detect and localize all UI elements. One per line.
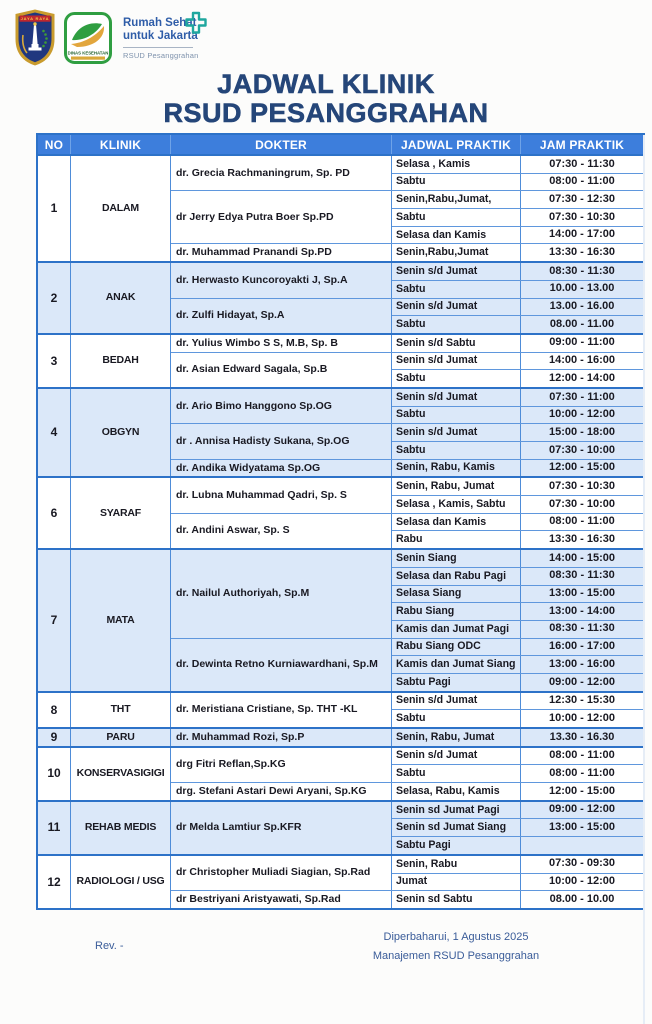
schedule-row [37,855,644,873]
practice-hours: 13:00 - 15:00 [521,585,645,603]
doctor-name: dr. Andika Widyatama Sp.OG [171,459,392,477]
practice-hours: 13:30 - 16:30 [521,531,645,549]
clinic-schedule-table [36,133,645,910]
practice-hours: 08:00 - 11:00 [521,747,645,765]
column-header-jadwal-praktik: JADWAL PRAKTIK [392,134,521,155]
practice-hours: 13:00 - 14:00 [521,603,645,621]
schedule-row [37,747,644,765]
practice-days: Selasa , Kamis, Sabtu [392,496,521,514]
table-header-row [37,134,644,155]
clinic-name: RADIOLOGI / USG [71,855,171,909]
practice-days: Selasa Siang [392,585,521,603]
clinic-number: 4 [37,388,71,477]
practice-days: Senin,Rabu,Jumat, [392,191,521,209]
practice-days: Sabtu Pagi [392,837,521,855]
page-title-line-1: JADWAL KLINIK [217,69,435,99]
practice-days: Senin, Rabu, Jumat [392,477,521,495]
practice-hours: 09:00 - 12:00 [521,673,645,691]
practice-days: Senin Siang [392,549,521,567]
practice-days: Senin s/d Jumat [392,298,521,316]
practice-days: Senin s/d Sabtu [392,334,521,352]
schedule-row [37,728,644,747]
practice-hours: 13:00 - 16:00 [521,656,645,674]
doctor-name: dr. Meristiana Cristiane, Sp. THT -KL [171,692,392,728]
doctor-name: dr. Lubna Muhammad Qadri, Sp. S [171,477,392,513]
practice-days: Sabtu [392,765,521,783]
practice-hours: 07:30 - 12:30 [521,191,645,209]
doctor-name: dr Melda Lamtiur Sp.KFR [171,801,392,855]
practice-hours [521,837,645,855]
practice-hours: 10:00 - 12:00 [521,873,645,891]
schedule-table-body [37,155,644,909]
practice-hours: 08:00 - 11:00 [521,765,645,783]
footer-organization: Manajemen RSUD Pesanggrahan [372,950,540,962]
doctor-name: dr. Grecia Rachmaningrum, Sp. PD [171,155,392,191]
clinic-name: OBGYN [71,388,171,477]
schedule-row [37,388,644,406]
doctor-name: dr . Annisa Hadisty Sukana, Sp.OG [171,424,392,459]
practice-hours: 13.30 - 16.30 [521,728,645,747]
schedule-row [37,262,644,280]
practice-hours: 09:00 - 12:00 [521,801,645,819]
clinic-number: 10 [37,747,71,801]
jaya-raya-banner-text: JAYA RAYA [20,16,50,22]
footer-signature-block [340,928,572,966]
practice-days: Sabtu [392,406,521,424]
practice-days: Sabtu [392,710,521,728]
doctor-name: drg. Stefani Astari Dewi Aryani, Sp.KG [171,783,392,801]
doctor-name: dr. Muhammad Rozi, Sp.P [171,728,392,747]
practice-days: Senin sd Jumat Siang [392,819,521,837]
doctor-name: dr. Asian Edward Sagala, Sp.B [171,352,392,388]
schedule-row [37,549,644,567]
clinic-number: 9 [37,728,71,747]
clinic-number: 11 [37,801,71,855]
dinas-kesehatan-logo [64,12,112,64]
doctor-name: dr Bestriyani Aristyawati, Sp.Rad [171,891,392,909]
brand-block [123,17,233,60]
doctor-name: drg Fitri Reflan,Sp.KG [171,747,392,783]
schedule-row [37,801,644,819]
practice-hours: 13.00 - 16.00 [521,298,645,316]
clinic-name: KONSERVASIGIGI [71,747,171,801]
clinic-number: 2 [37,262,71,334]
page-edge-line [643,135,645,1024]
practice-days: Kamis dan Jumat Pagi [392,620,521,638]
column-header-jam-praktik: JAM PRAKTIK [521,134,645,155]
practice-days: Rabu Siang [392,603,521,621]
practice-hours: 08:30 - 11:30 [521,262,645,280]
practice-hours: 08:00 - 11:00 [521,173,645,191]
practice-days: Selasa dan Kamis [392,226,521,244]
clinic-name: BEDAH [71,334,171,388]
practice-hours: 07:30 - 11:30 [521,155,645,173]
practice-days: Senin s/d Jumat [392,388,521,406]
doctor-name: dr. Herwasto Kuncoroyakti J, Sp.A [171,262,392,298]
practice-days: Jumat [392,873,521,891]
practice-days: Sabtu [392,209,521,227]
column-header-klinik: KLINIK [71,134,171,155]
brand-divider [123,47,193,48]
page-title-line-2: RSUD PESANGGRAHAN [163,98,489,128]
practice-days: Rabu [392,531,521,549]
practice-days: Senin s/d Jumat [392,424,521,442]
column-header-dokter: DOKTER [171,134,392,155]
doctor-name: dr. Dewinta Retno Kurniawardhani, Sp.M [171,638,392,692]
practice-hours: 16:00 - 17:00 [521,638,645,656]
practice-hours: 07:30 - 10:00 [521,496,645,514]
clinic-number: 12 [37,855,71,909]
practice-hours: 08.00 - 11.00 [521,316,645,334]
clinic-name: MATA [71,549,171,692]
jakarta-coat-of-arms-logo [15,9,55,66]
schedule-row [37,155,644,173]
practice-hours: 10:00 - 12:00 [521,710,645,728]
practice-days: Selasa , Kamis [392,155,521,173]
clinic-number: 3 [37,334,71,388]
practice-days: Sabtu [392,316,521,334]
clinic-name: SYARAF [71,477,171,549]
practice-days: Senin s/d Jumat [392,692,521,710]
practice-days: Selasa dan Kamis [392,513,521,531]
column-header-no: NO [37,134,71,155]
practice-days: Senin sd Jumat Pagi [392,801,521,819]
practice-hours: 07:30 - 11:00 [521,388,645,406]
page-title [0,70,652,128]
practice-days: Selasa, Rabu, Kamis [392,783,521,801]
practice-hours: 10:00 - 12:00 [521,406,645,424]
practice-days: Rabu Siang ODC [392,638,521,656]
doctor-name: dr. Muhammad Pranandi Sp.PD [171,244,392,262]
health-cross-icon [185,11,207,35]
practice-hours: 08.00 - 10.00 [521,891,645,909]
practice-hours: 08:30 - 11:30 [521,567,645,585]
practice-days: Kamis dan Jumat Siang [392,656,521,674]
clinic-number: 1 [37,155,71,262]
practice-hours: 14:00 - 17:00 [521,226,645,244]
schedule-row [37,692,644,710]
dinas-kesehatan-label: DINAS KESEHATAN [67,50,109,56]
clinic-name: PARU [71,728,171,747]
practice-hours: 08:00 - 11:00 [521,513,645,531]
revision-label: Rev. - [95,940,124,952]
practice-days: Sabtu Pagi [392,673,521,691]
practice-hours: 12:00 - 15:00 [521,459,645,477]
practice-hours: 08:30 - 11:30 [521,620,645,638]
practice-days: Sabtu [392,370,521,388]
clinic-number: 7 [37,549,71,692]
practice-hours: 14:00 - 16:00 [521,352,645,370]
footer-updated-date: Diperbaharui, 1 Agustus 2025 [383,931,529,943]
practice-days: Senin, Rabu [392,855,521,873]
practice-hours: 14:00 - 15:00 [521,549,645,567]
doctor-name: dr. Andini Aswar, Sp. S [171,513,392,549]
clinic-name: THT [71,692,171,728]
practice-hours: 12:00 - 15:00 [521,783,645,801]
doctor-name: dr Jerry Edya Putra Boer Sp.PD [171,191,392,244]
clinic-name: DALAM [71,155,171,262]
brand-line-1: Rumah Sehat [123,17,197,29]
doctor-name: dr. Nailul Authoriyah, Sp.M [171,549,392,638]
practice-hours: 07:30 - 10:30 [521,477,645,495]
practice-days: Senin sd Sabtu [392,891,521,909]
practice-hours: 07:30 - 09:30 [521,855,645,873]
doctor-name: dr. Zulfi Hidayat, Sp.A [171,298,392,334]
doctor-name: dr. Ario Bimo Hanggono Sp.OG [171,388,392,424]
clinic-number: 8 [37,692,71,728]
practice-hours: 07:30 - 10:00 [521,442,645,460]
practice-days: Sabtu [392,173,521,191]
practice-hours: 12:00 - 14:00 [521,370,645,388]
brand-subtitle: RSUD Pesanggrahan [123,51,199,60]
practice-hours: 15:00 - 18:00 [521,424,645,442]
practice-hours: 13:00 - 15:00 [521,819,645,837]
practice-days: Senin s/d Jumat [392,262,521,280]
brand-line-2: untuk Jakarta [123,30,198,42]
practice-days: Senin, Rabu, Kamis [392,459,521,477]
practice-hours: 13:30 - 16:30 [521,244,645,262]
practice-hours: 12:30 - 15:30 [521,692,645,710]
practice-hours: 09:00 - 11:00 [521,334,645,352]
practice-days: Senin s/d Jumat [392,352,521,370]
practice-days: Senin s/d Jumat [392,747,521,765]
practice-days: Selasa dan Rabu Pagi [392,567,521,585]
practice-days: Sabtu [392,442,521,460]
practice-hours: 10.00 - 13.00 [521,280,645,298]
clinic-number: 6 [37,477,71,549]
schedule-row [37,477,644,495]
schedule-row [37,334,644,352]
practice-hours: 07:30 - 10:30 [521,209,645,227]
clinic-name: ANAK [71,262,171,334]
practice-days: Senin, Rabu, Jumat [392,728,521,747]
practice-days: Sabtu [392,280,521,298]
doctor-name: dr Christopher Muliadi Siagian, Sp.Rad [171,855,392,891]
clinic-name: REHAB MEDIS [71,801,171,855]
doctor-name: dr. Yulius Wimbo S S, M.B, Sp. B [171,334,392,352]
practice-days: Senin,Rabu,Jumat [392,244,521,262]
